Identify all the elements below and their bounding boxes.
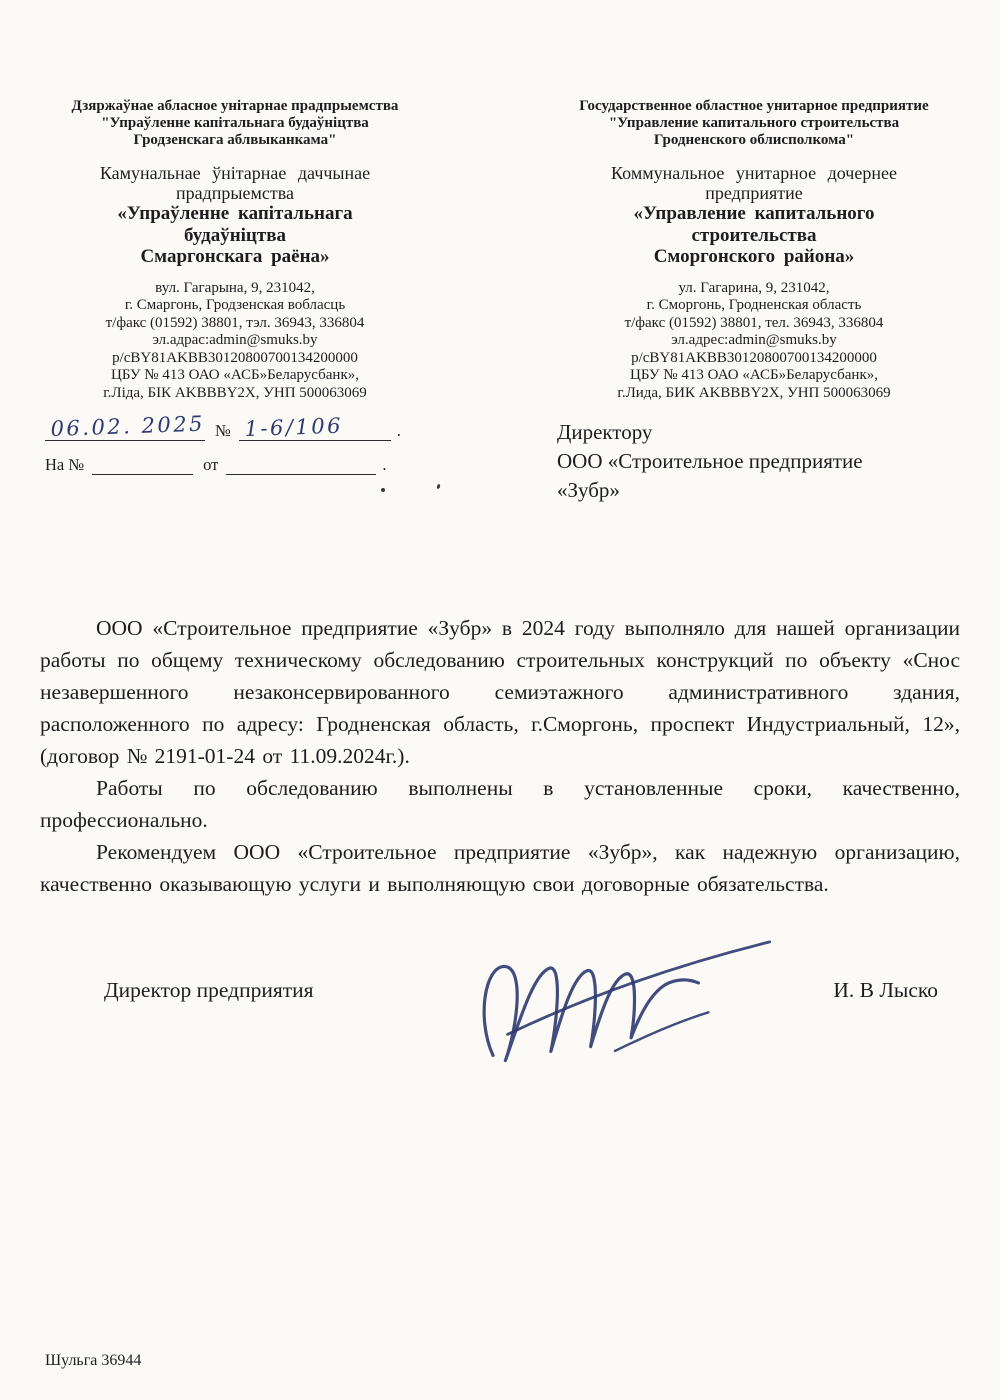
org-type-right: [534, 163, 974, 203]
addressee-block: [557, 418, 977, 505]
reply-ref-row: [45, 450, 425, 475]
addressee-line: ООО «Строительное предприятие: [557, 449, 863, 473]
parent-org-line: Гродненского облисполкома": [653, 132, 855, 148]
line-period: .: [382, 455, 387, 474]
reply-number-field: [92, 450, 193, 475]
letter-body: [40, 612, 960, 900]
reply-date-field: [226, 450, 376, 475]
org-address-right: [534, 280, 974, 403]
address-line: г.Ліда, БІК AKBBBY2X, УНП 500063069: [103, 385, 367, 402]
address-line: г. Смаргонь, Гродзенская вобласць: [124, 297, 346, 314]
reference-block: [45, 411, 425, 475]
org-name-line: строительства: [691, 224, 817, 246]
address-line: вул. Гагарына, 9, 231042,: [155, 279, 315, 296]
address-line: т/факс (01592) 38801, тэл. 36943, 336804: [105, 314, 365, 331]
body-paragraph: Рекомендуем ООО «Строительное предприятие «Зубр», как надежную организацию, качественно оказывающую услуги и выполняющую свои договорные обязательства.: [40, 840, 960, 896]
org-name-line: Сморгонского района»: [653, 246, 855, 267]
address-line: р/сBY81AKBB30120800700134200000: [112, 349, 358, 366]
outgoing-ref-row: [45, 411, 425, 441]
letterhead: [30, 98, 974, 403]
scan-speck: [381, 488, 385, 492]
org-type-line: Камунальнае ўнітарнае даччынае: [99, 163, 371, 183]
from-label: от: [203, 455, 219, 474]
org-name-line: Смаргонскага раёна»: [140, 246, 330, 267]
address-line: т/факс (01592) 38801, тел. 36943, 336804: [624, 314, 884, 331]
org-name-line: «Управление капитального: [633, 203, 875, 224]
letterhead-left-belarusian: [30, 98, 440, 403]
org-name-left: [30, 203, 440, 268]
number-sign-label: №: [215, 421, 231, 440]
body-paragraph: Работы по обследованию выполнены в установленные сроки, качественно, профессионально.: [40, 776, 960, 832]
line-period: .: [396, 421, 401, 440]
parent-org-line: Государственное областное унитарное предприятие: [579, 98, 929, 114]
org-type-line: предприятие: [705, 183, 803, 203]
handwritten-date: 06.02. 2025: [50, 411, 206, 441]
address-line: эл.адрес:admin@smuks.by: [671, 332, 837, 349]
org-name-line: будаўніцтва: [184, 224, 286, 246]
org-type-left: [30, 163, 440, 203]
signer-title: Директор предприятия: [104, 978, 314, 1002]
signoff-row: [40, 978, 960, 1003]
scan-speck: [436, 484, 441, 490]
address-line: г.Лида, БИК AKBBBY2X, УНП 500063069: [617, 385, 891, 402]
org-type-line: прадпрыемства: [176, 183, 294, 203]
org-name-line: «Упраўленне капітальнага: [117, 203, 353, 224]
address-line: ул. Гагарина, 9, 231042,: [678, 279, 830, 296]
parent-org-right: [534, 98, 974, 149]
parent-org-line: Дзяржаўнае абласное унітарнае прадпрыемства: [71, 98, 399, 114]
address-line: эл.адрас:admin@smuks.by: [152, 332, 318, 349]
parent-org-line: "Управление капитального строительства: [608, 115, 900, 131]
address-line: ЦБУ № 413 ОАО «АСБ»Беларусбанк»,: [630, 367, 878, 384]
signature: [457, 917, 797, 1100]
org-type-line: Коммунальное унитарное дочернее: [611, 163, 897, 183]
date-field: [45, 411, 206, 441]
executor-note: Шульга 36944: [45, 1352, 142, 1369]
address-line: ЦБУ № 413 ОАО «АСБ»Беларусбанк»,: [111, 367, 359, 384]
signer-name: И. В Лыско: [833, 978, 938, 1002]
org-address-left: [30, 280, 440, 403]
addressee-line: «Зубр»: [557, 478, 620, 502]
parent-org-line: "Упраўленне капітальнага будаўніцтва: [101, 115, 369, 131]
reply-label: На №: [45, 455, 85, 474]
number-field: [239, 413, 391, 441]
letterhead-right-russian: [534, 98, 974, 403]
body-paragraph: ООО «Строительное предприятие «Зубр» в 2024 году выполняло для нашей организации работы по общему техническому обследованию строительных конструкций по объекту «Снос незавершенного незаконсервированного семиэтажного административного здания, расположенного по адресу: Гродненская область, г.Сморгонь, проспект Индустриальный, 12», (договор № 2191-01-24 от 11.09.2024г.).: [40, 616, 960, 768]
address-line: г. Сморгонь, Гродненская область: [646, 297, 862, 314]
parent-org-line: Гродзенскага аблвыканкама": [133, 132, 337, 148]
address-line: р/сBY81AKBB30120800700134200000: [631, 349, 877, 366]
handwritten-number: 1-6/106: [243, 413, 344, 441]
org-name-right: [534, 203, 974, 268]
addressee-line: Директору: [557, 420, 653, 444]
parent-org-left: [30, 98, 440, 149]
